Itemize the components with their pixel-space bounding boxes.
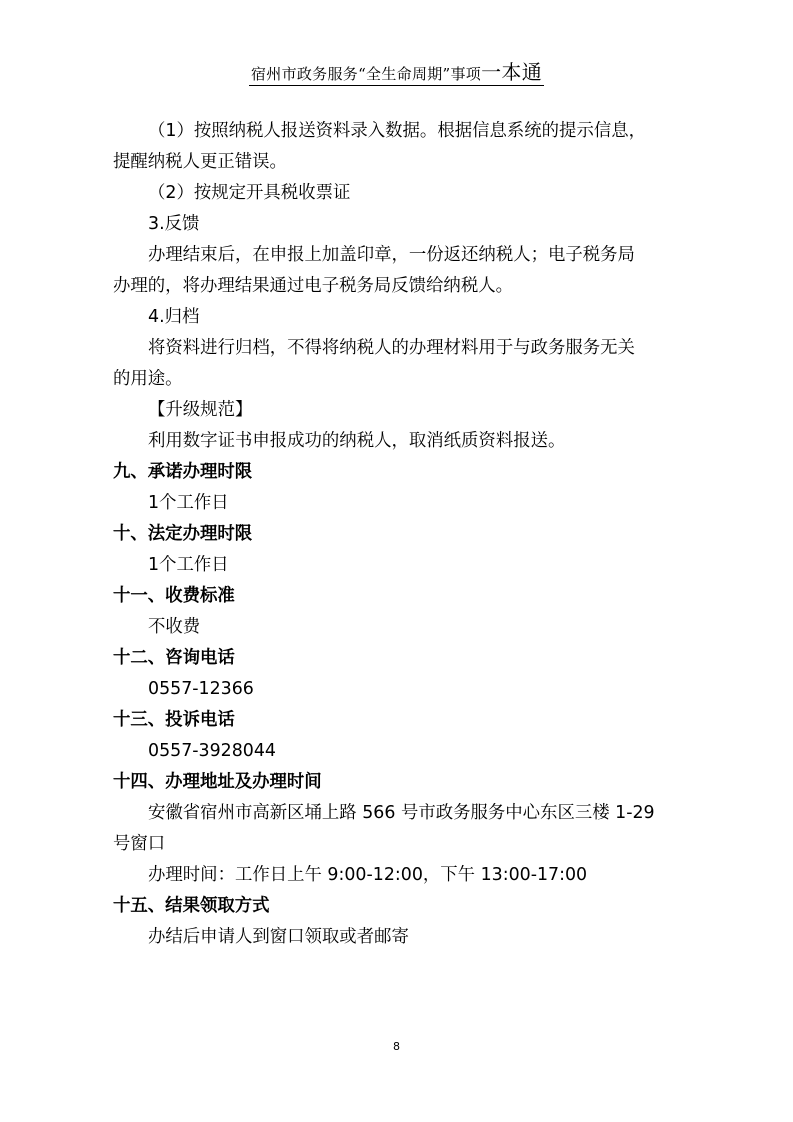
section-heading-result-pickup: 十五、结果领取方式 — [113, 896, 270, 916]
document-body — [113, 116, 691, 953]
paragraph-line: 办理时间：工作日上午 9:00-12:00，下午 13:00-17:00 — [148, 865, 588, 885]
header-title — [249, 62, 544, 86]
paragraph-line: 办理结束后，在申报上加盖印章，一份返还纳税人；电子税务局 — [148, 245, 635, 265]
paragraph-line: （2）按规定开具税收票证 — [148, 183, 351, 203]
paragraph-line: 安徽省宿州市高新区埇上路 566 号市政务服务中心东区三楼 1-29 — [148, 803, 655, 823]
header-title-main: 宿州市政务服务“全生命周期”事项 — [250, 65, 482, 83]
section-value: 0557-12366 — [148, 679, 254, 699]
subsection-title: 3.反馈 — [148, 214, 200, 234]
paragraph-line: 将资料进行归档，不得将纳税人的办理材料用于与政务服务无关 — [148, 338, 635, 358]
section-value: 1个工作日 — [148, 493, 229, 513]
section-heading-complaint-phone: 十三、投诉电话 — [113, 710, 235, 730]
paragraph-line: 号窗口 — [113, 834, 166, 854]
page-header — [0, 62, 793, 86]
paragraph-line: 提醒纳税人更正错误。 — [113, 152, 287, 172]
section-value: 0557-3928044 — [148, 741, 276, 761]
paragraph-line: 办理的，将办理结果通过电子税务局反馈给纳税人。 — [113, 276, 513, 296]
section-heading-promised-time: 九、承诺办理时限 — [113, 462, 253, 482]
header-title-tail: 一本通 — [481, 60, 543, 84]
paragraph-line: （1）按照纳税人报送资料录入数据。根据信息系统的提示信息， — [148, 121, 647, 141]
page-number: 8 — [393, 1040, 400, 1053]
section-heading-fees: 十一、收费标准 — [113, 586, 235, 606]
paragraph-line: 的用途。 — [113, 369, 183, 389]
subsection-title: 4.归档 — [148, 307, 200, 327]
section-value: 不收费 — [148, 617, 201, 637]
section-value: 1个工作日 — [148, 555, 229, 575]
upgrade-spec-label: 【升级规范】 — [148, 400, 253, 420]
section-heading-consult-phone: 十二、咨询电话 — [113, 648, 235, 668]
section-value: 办结后申请人到窗口领取或者邮寄 — [148, 927, 409, 947]
section-heading-address-time: 十四、办理地址及办理时间 — [113, 772, 322, 792]
paragraph-line: 利用数字证书申报成功的纳税人，取消纸质资料报送。 — [148, 431, 566, 451]
section-heading-legal-time: 十、法定办理时限 — [113, 524, 253, 544]
